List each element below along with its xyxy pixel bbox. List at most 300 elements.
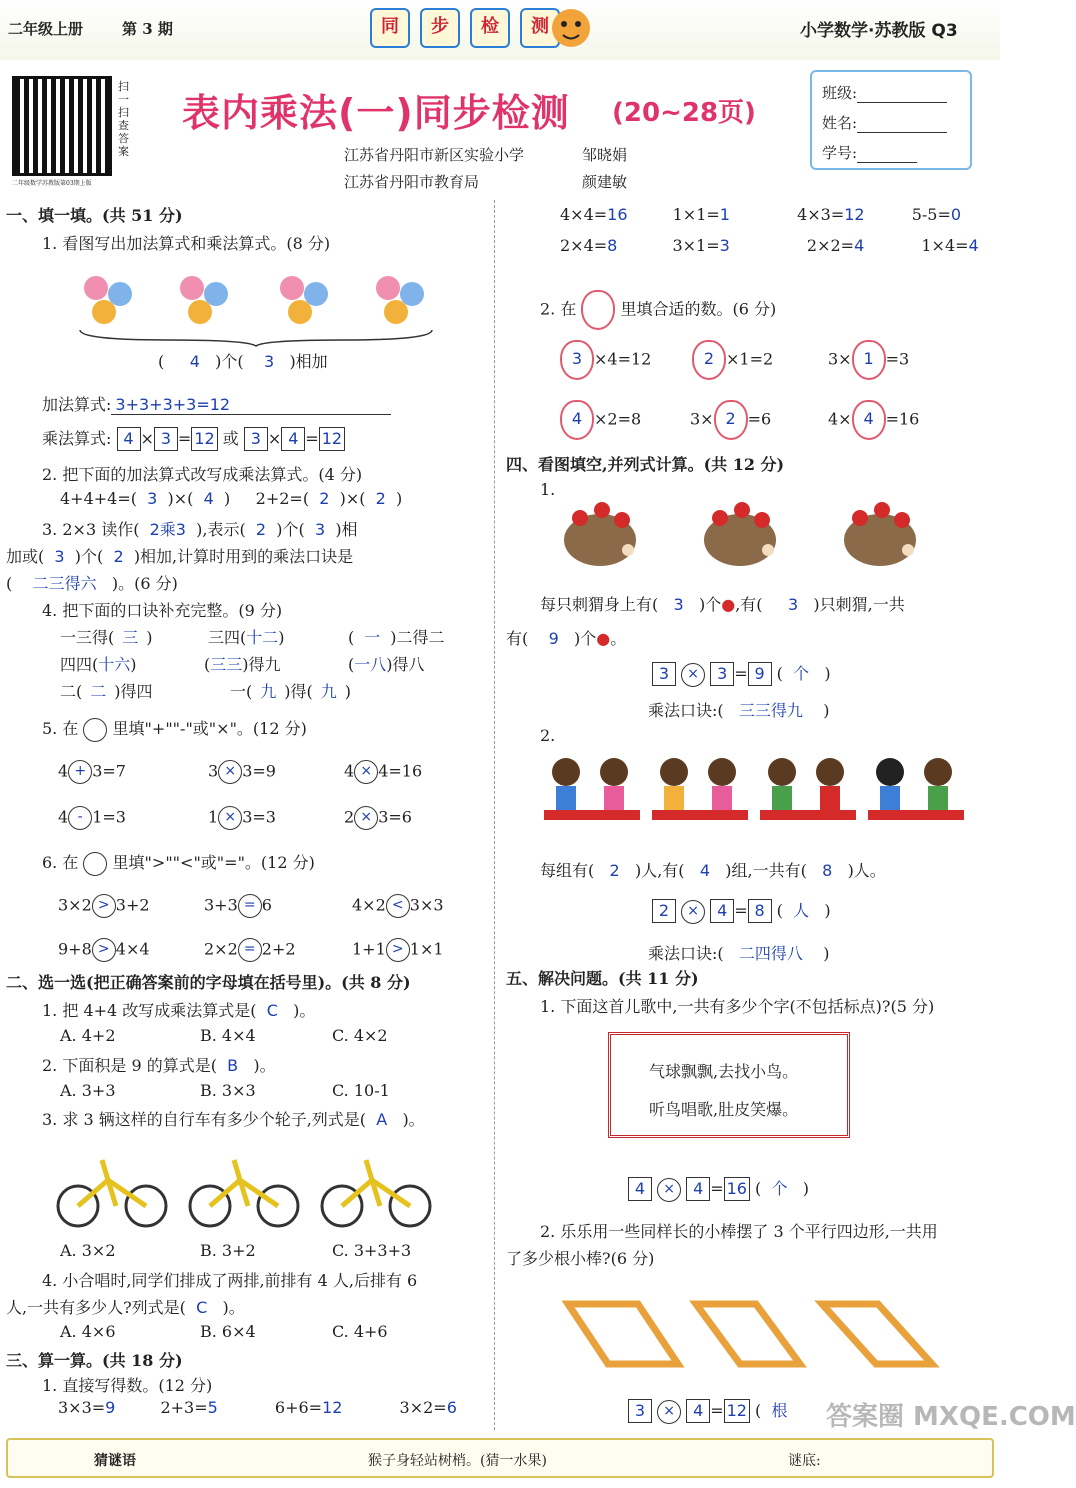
operand: 3+2 xyxy=(115,895,150,915)
s2-q1 xyxy=(42,998,315,1021)
s1-q3-line1 xyxy=(42,517,358,540)
author-name-2: 颜建敏 xyxy=(582,173,628,191)
q-text: )。 xyxy=(222,1298,245,1317)
rhyme-ans: 一 xyxy=(364,628,381,647)
op-circle[interactable]: × xyxy=(218,760,242,784)
operand: 4 xyxy=(58,761,69,781)
eq-box-3[interactable]: 9 xyxy=(748,662,772,686)
s3-q2-text xyxy=(540,290,776,330)
op-circle[interactable]: + xyxy=(68,760,92,784)
student-info-box xyxy=(810,70,972,170)
calc-expr: 1×4= xyxy=(921,236,969,255)
option-b[interactable]: B. 3+2 xyxy=(200,1241,256,1260)
section-1-title: 一、填一填。(共 51 分) xyxy=(6,206,183,225)
page-title: 表内乘法(一)同步检测 xyxy=(182,91,570,135)
rhyme-text: )得四 xyxy=(114,682,153,701)
riddle-footer xyxy=(6,1438,994,1478)
q6-text: 里填">""<"或"="。(12 分) xyxy=(112,853,315,872)
brace-ans-2: 3 xyxy=(263,352,275,371)
s5-q1-equation: 4 × 4 = 16 ( 个 ) xyxy=(628,1176,809,1202)
eq-box-3[interactable]: 12 xyxy=(724,1399,750,1423)
operand: =16 xyxy=(885,409,920,429)
calc-expr: 3×3= xyxy=(58,1398,106,1417)
calc-expr: 4×4= xyxy=(560,205,608,224)
rhyme-text: )得( xyxy=(284,682,313,701)
calc-expr: 3×2= xyxy=(399,1398,447,1417)
s5-q2-text2: 了多少根小棒?(6 分) xyxy=(506,1249,655,1268)
tab-4: 测 xyxy=(520,8,560,48)
operand: 1=3 xyxy=(92,807,126,827)
s1-q2-answers xyxy=(60,489,402,508)
q-text: 2. 下面积是 9 的算式是( xyxy=(42,1056,217,1075)
q-text: )只刺猬,一共 xyxy=(813,595,905,614)
equals-sign: = xyxy=(710,1179,724,1198)
rhyme-text: ) xyxy=(146,628,153,647)
strawberry-box[interactable]: 2 xyxy=(692,340,726,380)
mul-a-box-1[interactable]: 4 xyxy=(117,427,141,451)
poem-frame xyxy=(608,1032,850,1138)
option-c[interactable]: C. 10-1 xyxy=(332,1081,390,1100)
option-b[interactable]: B. 4×4 xyxy=(200,1026,256,1045)
s1-q4-text: 4. 把下面的口诀补充完整。(9 分) xyxy=(42,601,283,620)
s1-q3-line2 xyxy=(6,544,353,567)
times-sign: × xyxy=(267,429,282,448)
rhyme-ans: 三 xyxy=(122,628,139,647)
rhyme-text: 一三得( xyxy=(60,628,115,647)
issue-label: 第 3 期 xyxy=(122,20,173,38)
operand: ×1=2 xyxy=(726,349,774,369)
section-5-title: 五、解决问题。(共 11 分) xyxy=(506,969,699,988)
column-divider xyxy=(494,200,495,1430)
calc-answer: 4 xyxy=(968,236,979,255)
children-groups-image xyxy=(540,752,970,836)
calc-expr: 6+6= xyxy=(274,1398,323,1417)
operand: =3 xyxy=(885,349,910,369)
q-text: )个 xyxy=(574,629,597,648)
riddle-label: 猜谜语 xyxy=(94,1453,136,1469)
op-circle[interactable]: × xyxy=(354,806,378,830)
operand: 4 xyxy=(344,761,355,781)
section-4-title: 四、看图填空,并列式计算。(共 12 分) xyxy=(506,455,785,474)
rhyme-text: ( xyxy=(348,655,355,674)
tiger-mascot-icon xyxy=(548,4,594,50)
calc-row-3 xyxy=(560,236,979,255)
op-circle: × xyxy=(681,900,705,924)
calc-row-1 xyxy=(58,1398,457,1417)
q2a-mid: )×( xyxy=(167,489,194,508)
eq-box-1[interactable]: 2 xyxy=(652,899,676,923)
unit-answer: 个 xyxy=(771,1179,788,1198)
q-text: 3. 求 3 辆这样的自行车有多少个轮子,列式是( xyxy=(42,1110,367,1129)
equals-sign: = xyxy=(734,901,748,920)
s1-q1-text: 1. 看图写出加法算式和乘法算式。(8 分) xyxy=(42,234,331,253)
calc-row-2 xyxy=(560,205,961,224)
calc-expr: 5-5= xyxy=(911,205,951,224)
q2b-ans-1: 2 xyxy=(319,489,330,508)
op-circle[interactable]: - xyxy=(68,806,92,830)
add-answer[interactable]: 3+3+3+3=12 xyxy=(111,395,391,415)
apple-icon: ● xyxy=(721,595,736,614)
s4-q1-equation: 3 × 3 = 9 ( 个 ) xyxy=(652,661,831,687)
equals-sign: = xyxy=(734,664,748,683)
poem-line-2: 听鸟唱歌,肚皮笑爆。 xyxy=(649,1100,799,1119)
option-a[interactable]: A. 3+3 xyxy=(60,1081,116,1100)
fill-answer: 3 xyxy=(787,595,799,614)
q3-ans-1: 2乘3 xyxy=(149,520,186,539)
operand: 3× xyxy=(828,349,852,369)
option-c[interactable]: C. 4×2 xyxy=(332,1026,388,1045)
q2a-expr: 4+4+4=( xyxy=(60,489,137,508)
operand: 4×2 xyxy=(352,895,386,915)
q-text: )人。 xyxy=(847,861,886,880)
calc-expr: 1×1= xyxy=(672,205,720,224)
operand: 3=3 xyxy=(242,807,276,827)
unit-answer: 个 xyxy=(793,664,810,683)
equals-sign: = xyxy=(177,429,192,448)
mul-b-box-2[interactable]: 4 xyxy=(281,427,305,451)
q3-text: )个( xyxy=(276,520,305,539)
grade-label: 二年级上册 xyxy=(8,20,84,38)
rhyme-text: ) xyxy=(344,682,352,701)
author-name-1: 邹晓娟 xyxy=(582,146,628,164)
tab-1: 同 xyxy=(370,8,410,48)
q-text: ) xyxy=(823,701,830,720)
q2a-end: ) xyxy=(223,489,231,508)
q-text: 每组有( xyxy=(540,861,595,880)
addition-line xyxy=(42,392,391,415)
mul-label: 乘法算式: xyxy=(42,429,112,448)
times-sign: × xyxy=(140,429,154,448)
unit-answer: 根 xyxy=(771,1401,788,1420)
brace-caption xyxy=(158,349,328,372)
brace-mid: )个( xyxy=(215,352,244,371)
q3-ans-3: 3 xyxy=(314,520,326,539)
q3-text: )相加,计算时用到的乘法口诀是 xyxy=(133,547,354,566)
cmp-circle[interactable]: = xyxy=(238,938,262,962)
operand: 6 xyxy=(261,895,272,915)
q-text: 人,一共有多少人?列式是( xyxy=(6,1298,186,1317)
rhyme-text: )得八 xyxy=(386,655,425,674)
operand: 3 xyxy=(208,761,219,781)
fill-answer: 2 xyxy=(609,861,620,880)
page-header xyxy=(0,0,1000,60)
mul-b-box-3[interactable]: 12 xyxy=(319,427,345,451)
calc-expr: 4×3= xyxy=(797,205,845,224)
q-text: )。 xyxy=(253,1056,276,1075)
brace-open: ( xyxy=(158,352,165,371)
rhyme-text: )得九 xyxy=(242,655,281,674)
q-text: 里填合适的数。(6 分) xyxy=(620,299,777,319)
author-org-1: 江苏省丹阳市新区实验小学 xyxy=(344,146,525,164)
operand: 9+8 xyxy=(58,939,92,959)
q5-text: 5. 在 xyxy=(42,719,79,738)
operand: ×4=12 xyxy=(594,349,652,369)
option-b[interactable]: B. 3×3 xyxy=(200,1081,256,1100)
cmp-circle[interactable]: = xyxy=(238,894,262,918)
q3-text: ( xyxy=(6,574,13,593)
strawberry-icon xyxy=(581,290,615,330)
s2-q2 xyxy=(42,1053,276,1076)
circle-icon xyxy=(83,718,107,742)
s1-q3-line3 xyxy=(6,571,178,594)
calc-answer: 9 xyxy=(105,1398,116,1417)
riddle-answer-label: 谜底: xyxy=(788,1453,821,1469)
rhyme-text: ) xyxy=(130,655,137,674)
brace-ans-1: 4 xyxy=(189,352,200,371)
option-a[interactable]: A. 4+2 xyxy=(60,1026,116,1045)
eq-box-1[interactable]: 3 xyxy=(652,662,676,686)
apple-icon: ● xyxy=(596,629,611,648)
mul-a-box-3[interactable]: 12 xyxy=(191,427,217,451)
eq-box-2[interactable]: 4 xyxy=(686,1177,710,1201)
section-3-title: 三、算一算。(共 18 分) xyxy=(6,1351,183,1370)
s1-q5-text xyxy=(42,716,307,742)
s1-q2-text: 2. 把下面的加法算式改写成乘法算式。(4 分) xyxy=(42,465,363,484)
calc-answer: 12 xyxy=(322,1398,343,1417)
choice-answer: C xyxy=(266,1001,278,1020)
op-circle: × xyxy=(657,1400,681,1424)
calc-answer: 8 xyxy=(607,236,618,255)
strawberry-box[interactable]: 1 xyxy=(852,340,886,380)
q-text: 每只刺猬身上有( xyxy=(540,595,659,614)
strawberry-box[interactable]: 2 xyxy=(714,400,748,440)
operand: 4 xyxy=(58,807,69,827)
s2-q4-line2 xyxy=(6,1295,245,1318)
q2b-ans-2: 2 xyxy=(375,489,386,508)
q2b-mid: )×( xyxy=(339,489,366,508)
operand: 2×2 xyxy=(204,939,238,959)
operand: 3× xyxy=(690,409,714,429)
option-c[interactable]: C. 4+6 xyxy=(332,1322,388,1341)
rhyme-ans: 三三 xyxy=(210,655,243,674)
q-text: )个 xyxy=(698,595,722,614)
q-text: )。 xyxy=(402,1110,425,1129)
s2-q3 xyxy=(42,1107,425,1130)
tab-3: 检 xyxy=(470,8,510,48)
q2a-ans-2: 4 xyxy=(203,489,214,508)
unit-answer: 人 xyxy=(793,901,810,920)
equals-sign: = xyxy=(305,429,319,448)
s4-q1-number: 1. xyxy=(540,480,556,499)
eq-box-2[interactable]: 4 xyxy=(686,1399,710,1423)
operand: 3×3 xyxy=(409,895,444,915)
s4-q2-rhyme xyxy=(648,941,830,964)
eq-box-1[interactable]: 3 xyxy=(628,1399,652,1423)
cmp-circle[interactable]: > xyxy=(386,938,410,962)
calc-answer: 5 xyxy=(207,1398,218,1417)
op-circle: × xyxy=(657,1178,681,1202)
s5-q1-text: 1. 下面这首儿歌中,一共有多少个字(不包括标点)?(5 分) xyxy=(540,997,935,1016)
q3-text: )个( xyxy=(74,547,104,566)
riddle-text: 猴子身轻站树梢。(猜一水果) xyxy=(368,1453,547,1469)
eq-box-2[interactable]: 3 xyxy=(710,662,734,686)
operand: 3×2 xyxy=(58,895,92,915)
option-c[interactable]: C. 3+3+3 xyxy=(332,1241,412,1260)
eq-box-1[interactable]: 4 xyxy=(628,1177,652,1201)
q-text: 1. 把 4+4 改写成乘法算式是( xyxy=(42,1001,257,1020)
strawberry-box[interactable]: 3 xyxy=(560,340,594,380)
rhyme-text: 三四( xyxy=(208,628,247,647)
operand: 1+1 xyxy=(352,939,386,959)
qr-hint: 扫一扫 查答案 xyxy=(118,80,129,158)
q6-text: 6. 在 xyxy=(42,853,79,872)
q-text: ) xyxy=(823,944,830,963)
calc-answer: 3 xyxy=(719,236,730,255)
fill-answer: 3 xyxy=(673,595,684,614)
circle-icon xyxy=(83,852,107,876)
s1-q6-text xyxy=(42,850,315,876)
fill-answer: 8 xyxy=(822,861,833,880)
operand: 3=9 xyxy=(242,761,276,781)
q3-ans-4: 3 xyxy=(54,547,65,566)
cmp-circle[interactable]: > xyxy=(92,894,116,918)
class-field[interactable] xyxy=(857,84,947,103)
q3-text: )相 xyxy=(335,520,358,539)
s4-q1-rhyme xyxy=(648,698,830,721)
operand: 4×4 xyxy=(115,939,150,959)
q-text: 乘法口诀:( xyxy=(648,701,724,720)
tab-2: 步 xyxy=(420,8,460,48)
add-label: 加法算式: xyxy=(42,395,112,414)
calc-expr: 2×4= xyxy=(560,236,608,255)
mul-b-box-1[interactable]: 3 xyxy=(244,427,268,451)
rhyme-ans: 十二 xyxy=(246,628,279,647)
rhyme-text: ) xyxy=(278,628,285,647)
q3-text: 加或( xyxy=(6,547,45,566)
operand: 3+3 xyxy=(204,895,238,915)
calc-expr: 2+3= xyxy=(160,1398,208,1417)
operand: 3=6 xyxy=(378,807,412,827)
equals-sign: = xyxy=(710,1401,724,1420)
poem-line-1: 气球飘飘,去找小鸟。 xyxy=(649,1062,799,1081)
q3-ans-5: 2 xyxy=(113,547,124,566)
strawberry-box[interactable]: 4 xyxy=(560,400,594,440)
option-b[interactable]: B. 6×4 xyxy=(200,1322,256,1341)
op-circle[interactable]: × xyxy=(218,806,242,830)
s4-q1-line1 xyxy=(540,592,905,615)
rhyme-text: 四四( xyxy=(60,655,99,674)
qr-code[interactable] xyxy=(12,76,112,176)
operand: 2 xyxy=(344,807,355,827)
qr-caption: 二年级数学苏教版第03期上版 xyxy=(12,180,92,187)
watermark: 答案圈 MXQE.COM xyxy=(826,1402,1076,1432)
option-a[interactable]: A. 4×6 xyxy=(60,1322,116,1341)
rhyme-ans: 九 xyxy=(260,682,277,701)
s3-q1-text: 1. 直接写得数。(12 分) xyxy=(42,1376,213,1395)
author-org-2: 江苏省丹阳市教育局 xyxy=(344,173,480,191)
calc-answer: 16 xyxy=(607,205,628,224)
eq-box-3[interactable]: 16 xyxy=(724,1177,750,1201)
section-2-title: 二、选一选(把正确答案前的字母填在括号里)。(共 8 分) xyxy=(6,973,411,992)
id-label: 学号: xyxy=(822,144,858,162)
op-circle: × xyxy=(681,663,705,687)
cmp-circle[interactable]: < xyxy=(386,894,410,918)
name-field[interactable] xyxy=(857,114,947,133)
operand: 1 xyxy=(208,807,219,827)
rhyme-text: )二得二 xyxy=(390,628,445,647)
q-text: ,有( xyxy=(735,595,763,614)
s5-q2-equation: 3 × 4 = 12 ( 根 xyxy=(628,1398,787,1424)
q-text: )人,有( xyxy=(634,861,685,880)
fill-answer: 9 xyxy=(548,629,559,648)
strawberry-grid xyxy=(560,340,980,450)
s4-q2-number: 2. xyxy=(540,726,556,745)
rhyme-ans: 一八 xyxy=(354,655,387,674)
choice-answer: A xyxy=(376,1110,388,1129)
calc-answer: 4 xyxy=(854,236,865,255)
parallelograms-image xyxy=(560,1296,944,1372)
multiplication-line xyxy=(42,426,345,451)
or-word: 或 xyxy=(222,429,239,448)
operand: 1×1 xyxy=(409,939,444,959)
brace-end: )相加 xyxy=(289,352,328,371)
rhyme-ans: 九 xyxy=(320,682,337,701)
calc-expr: 2×2= xyxy=(806,236,855,255)
q2b-end: ) xyxy=(396,489,403,508)
calc-answer: 0 xyxy=(950,205,962,224)
page-range: (20~28页) xyxy=(612,98,756,128)
choice-answer: B xyxy=(227,1056,239,1075)
header-tabs xyxy=(370,8,570,48)
rhyme-ans: 二 xyxy=(90,682,107,701)
calc-answer: 1 xyxy=(719,205,730,224)
calc-answer: 6 xyxy=(446,1398,457,1417)
s4-q2-line xyxy=(540,858,886,881)
operand: =6 xyxy=(747,409,772,429)
operand: 3=7 xyxy=(92,761,126,781)
eq-box-2[interactable]: 4 xyxy=(710,899,734,923)
q-text: 有( xyxy=(506,629,529,648)
class-label: 班级: xyxy=(822,84,858,102)
s5-q2-text: 2. 乐乐用一些同样长的小棒摆了 3 个平行四边形,一共用 xyxy=(540,1222,938,1241)
operand: ×2=8 xyxy=(594,409,642,429)
rhyme-answer: 三三得九 xyxy=(738,701,803,720)
rhyme-text: ( xyxy=(204,655,211,674)
rhyme-text: 二( xyxy=(60,682,83,701)
s4-q2-equation: 2 × 4 = 8 ( 人 ) xyxy=(652,898,831,924)
operand: 4=16 xyxy=(378,761,423,781)
rhyme-text: 一( xyxy=(230,682,253,701)
s2-q4-text: 4. 小合唱时,同学们排成了两排,前排有 4 人,后排有 6 xyxy=(42,1271,418,1290)
rhyme-answer: 二四得八 xyxy=(738,944,803,963)
q3-text: )。(6 分) xyxy=(111,574,178,593)
brand-label: 小学数学·苏教版 Q3 xyxy=(800,21,958,41)
op-circle[interactable]: × xyxy=(354,760,378,784)
calc-answer: 12 xyxy=(844,205,865,224)
bicycles-image xyxy=(56,1140,446,1232)
q-text: 。 xyxy=(610,629,627,648)
option-a[interactable]: A. 3×2 xyxy=(60,1241,116,1260)
id-field[interactable] xyxy=(857,144,917,163)
q2a-ans-1: 3 xyxy=(147,489,158,508)
operand: 2+2 xyxy=(261,939,296,959)
q-text: 乘法口诀:( xyxy=(648,944,724,963)
fill-answer: 4 xyxy=(699,861,710,880)
q2b-expr: 2+2=( xyxy=(255,489,310,508)
rhyme-text: ( xyxy=(348,628,355,647)
q-text: 2. 在 xyxy=(540,299,577,319)
eq-box-3[interactable]: 8 xyxy=(748,899,772,923)
strawberry-box[interactable]: 4 xyxy=(852,400,886,440)
q-text: )。 xyxy=(293,1001,316,1020)
bear-groups-image xyxy=(78,268,438,332)
mul-a-box-2[interactable]: 3 xyxy=(154,427,178,451)
choice-answer: C xyxy=(196,1298,208,1317)
rhyme-ans: 十六 xyxy=(98,655,131,674)
q3-ans-2: 2 xyxy=(255,520,267,539)
q-text: )组,一共有( xyxy=(725,861,807,880)
cmp-circle[interactable]: > xyxy=(92,938,116,962)
